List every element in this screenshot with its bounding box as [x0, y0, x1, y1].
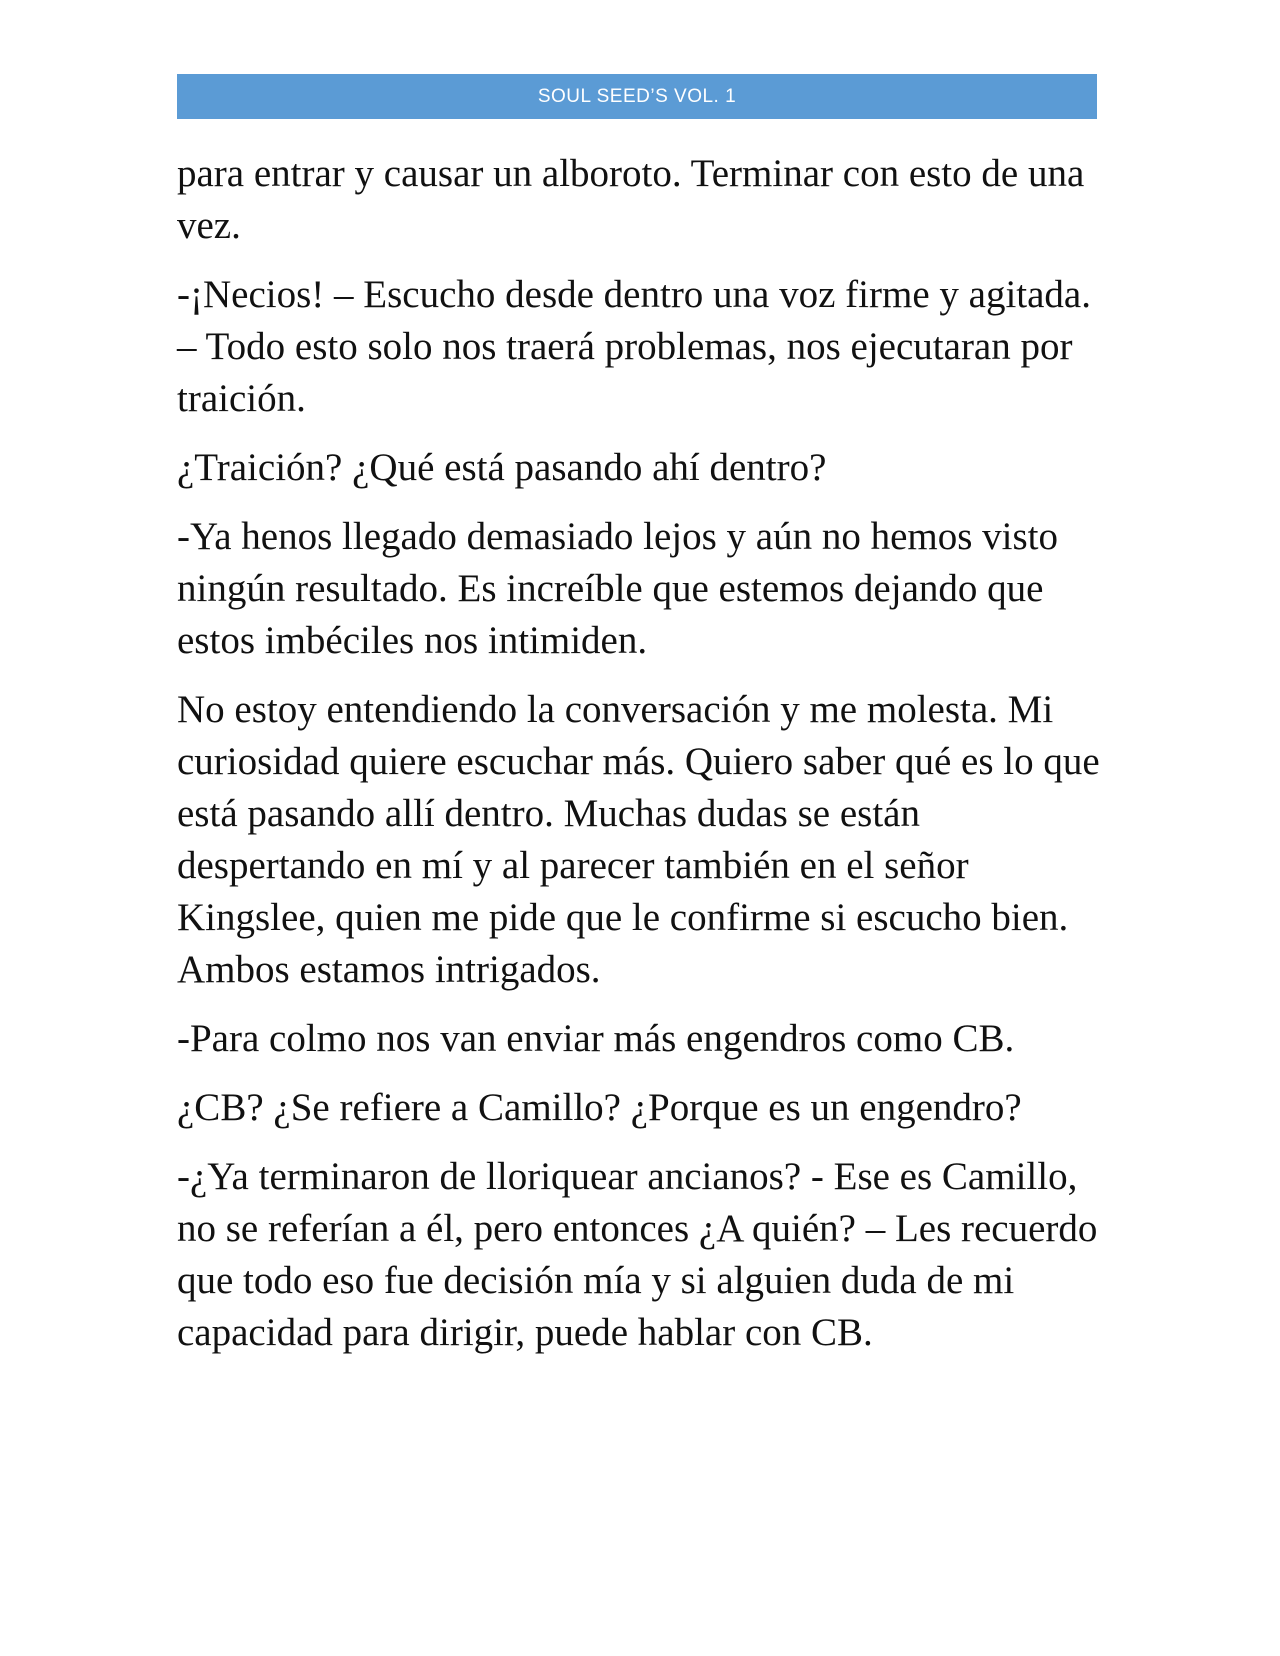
paragraph: No estoy entendiendo la conversación y me molesta. Mi curiosidad quiere escuchar más. Quiero saber qué es lo que está pasando allí dentro. Muchas dudas se están despertando en mí y al parecer también en el señor Kingslee, quien me pide que le confirme si escucho bien. Ambos estamos intrigados. [177, 688, 1100, 991]
paragraph: para entrar y causar un alboroto. Terminar con esto de una vez. [177, 152, 1085, 247]
header-title: SOUL SEED’S VOL. 1 [537, 85, 737, 107]
paragraph: -Ya henos llegado demasiado lejos y aún no hemos visto ningún resultado. Es increíble que estemos dejando que estos imbéciles nos intimiden. [177, 515, 1059, 662]
body-text [177, 148, 1107, 1376]
paragraph: -¿Ya terminaron de lloriquear ancianos? - Ese es Camillo, no se referían a él, pero entonces ¿A quién? – Les recuerdo que todo eso fue decisión mía y si alguien duda de mi capacidad para dirigir, puede hablar con CB. [177, 1155, 1098, 1354]
paragraph: ¿Traición? ¿Qué está pasando ahí dentro? [177, 446, 827, 489]
running-header [177, 74, 1097, 119]
paragraph: -Para colmo nos van enviar más engendros como CB. [177, 1017, 1015, 1060]
paragraph: -¡Necios! – Escucho desde dentro una voz firme y agitada. – Todo esto solo nos traerá problemas, nos ejecutaran por traición. [177, 273, 1091, 420]
paragraph: ¿CB? ¿Se refiere a Camillo? ¿Porque es un engendro? [177, 1086, 1022, 1129]
